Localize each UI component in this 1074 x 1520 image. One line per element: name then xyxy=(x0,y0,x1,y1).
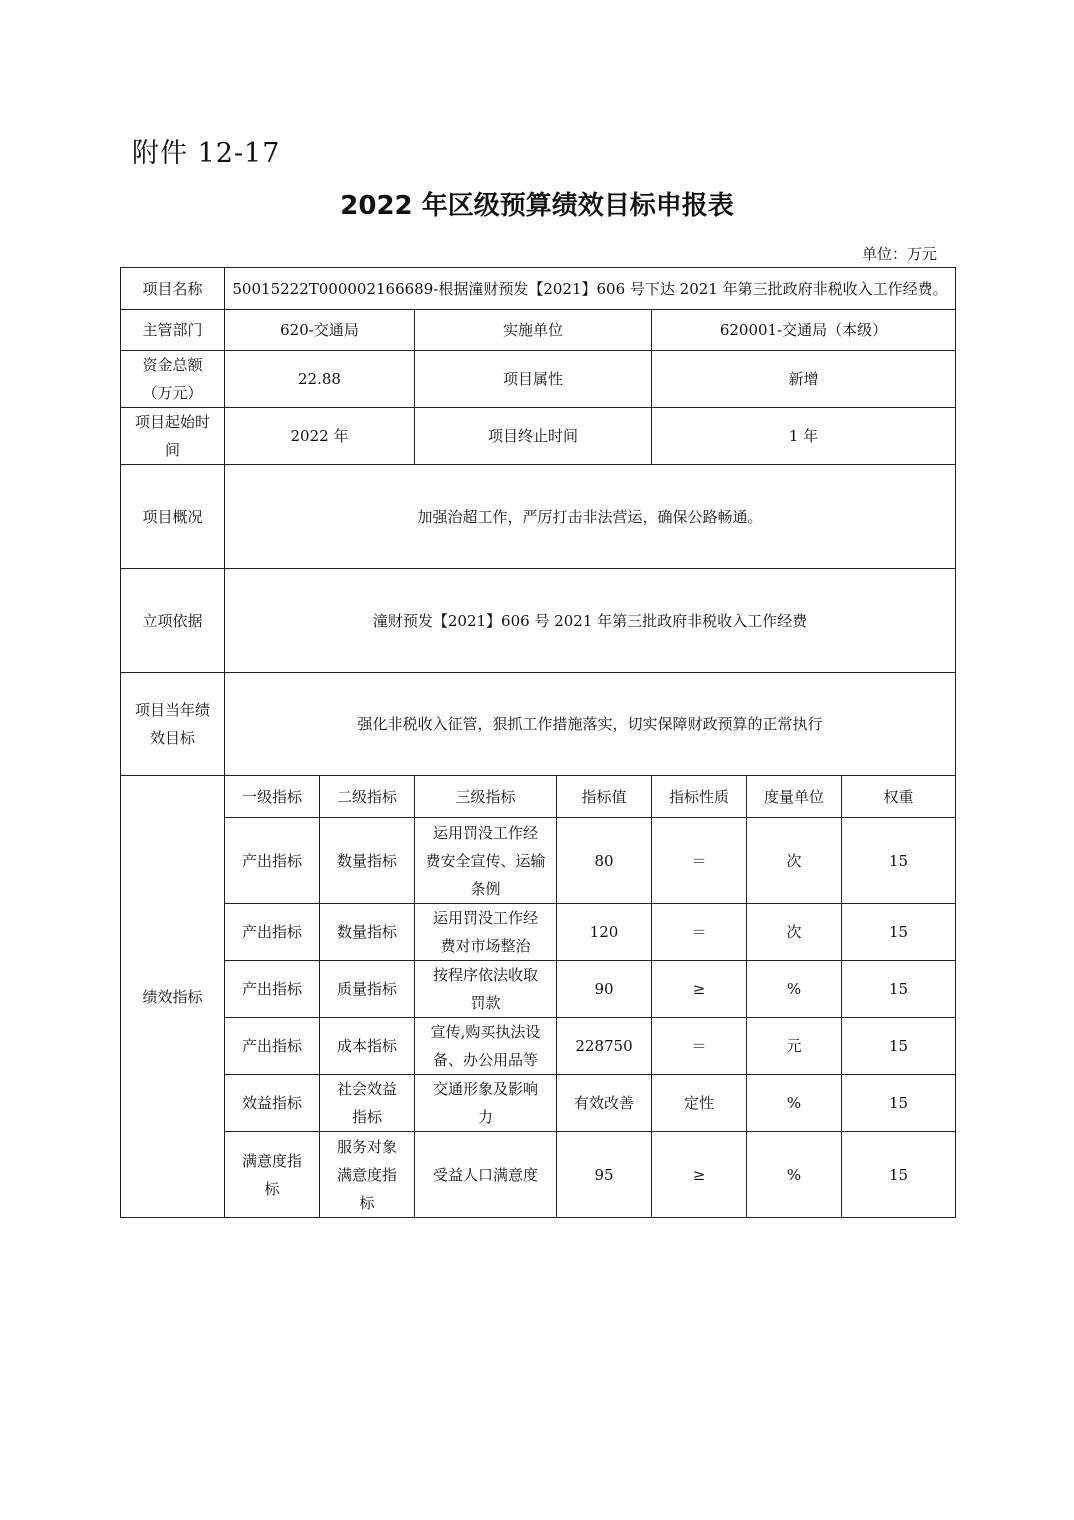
level1-cell: 效益指标 xyxy=(225,1075,320,1132)
level3-cell: 运用罚没工作经 费对市场整治 xyxy=(415,904,557,961)
header-value: 指标值 xyxy=(557,776,652,818)
unit-cell: % xyxy=(747,961,842,1018)
value-cell: 95 xyxy=(557,1132,652,1218)
goal-value: 强化非税收入征管，狠抓工作措施落实，切实保障财政预算的正常执行 xyxy=(225,673,956,776)
unit-cell: % xyxy=(747,1132,842,1218)
level2-cell: 成本指标 xyxy=(320,1018,415,1075)
overview-value: 加强治超工作，严厉打击非法营运，确保公路畅通。 xyxy=(225,465,956,569)
weight-cell: 15 xyxy=(842,1075,956,1132)
weight-cell: 15 xyxy=(842,961,956,1018)
level1-cell: 产出指标 xyxy=(225,961,320,1018)
level2-cell: 数量指标 xyxy=(320,818,415,904)
header-level1: 一级指标 xyxy=(225,776,320,818)
unit-cell: % xyxy=(747,1075,842,1132)
level2-cell: 服务对象 满意度指 标 xyxy=(320,1132,415,1218)
level3-cell: 宣传,购买执法设 备、办公用品等 xyxy=(415,1018,557,1075)
level1-cell: 满意度指 标 xyxy=(225,1132,320,1218)
indicator-row xyxy=(121,1132,956,1218)
indicator-row xyxy=(121,818,956,904)
end-label: 项目终止时间 xyxy=(415,408,652,465)
level1-cell: 产出指标 xyxy=(225,818,320,904)
goal-label: 项目当年绩 效目标 xyxy=(121,673,225,776)
end-value: 1 年 xyxy=(652,408,956,465)
impl-value: 620001-交通局（本级） xyxy=(652,310,956,351)
level2-cell: 数量指标 xyxy=(320,904,415,961)
unit-cell: 元 xyxy=(747,1018,842,1075)
nature-cell: 定性 xyxy=(652,1075,747,1132)
nature-cell: ≥ xyxy=(652,1132,747,1218)
attr-label: 项目属性 xyxy=(415,351,652,408)
attachment-number: 附件 12-17 xyxy=(132,138,281,169)
fund-label: 资金总额 （万元） xyxy=(121,351,225,408)
indicator-row xyxy=(121,961,956,1018)
overview-label: 项目概况 xyxy=(121,465,225,569)
header-level2: 二级指标 xyxy=(320,776,415,818)
nature-cell: ≥ xyxy=(652,961,747,1018)
value-cell: 228750 xyxy=(557,1018,652,1075)
level3-cell: 交通形象及影响 力 xyxy=(415,1075,557,1132)
impl-label: 实施单位 xyxy=(415,310,652,351)
unit-label: 单位：万元 xyxy=(862,245,938,263)
value-cell: 80 xyxy=(557,818,652,904)
weight-cell: 15 xyxy=(842,904,956,961)
indicator-row xyxy=(121,1018,956,1075)
page-title: 2022 年区级预算绩效目标申报表 xyxy=(340,191,734,221)
nature-cell: ＝ xyxy=(652,1018,747,1075)
header-nature: 指标性质 xyxy=(652,776,747,818)
nature-cell: ＝ xyxy=(652,904,747,961)
weight-cell: 15 xyxy=(842,1018,956,1075)
header-level3: 三级指标 xyxy=(415,776,557,818)
indicators-section-label: 绩效指标 xyxy=(121,776,225,1218)
unit-cell: 次 xyxy=(747,904,842,961)
level3-cell: 按程序依法收取 罚款 xyxy=(415,961,557,1018)
basis-label: 立项依据 xyxy=(121,569,225,673)
unit-cell: 次 xyxy=(747,818,842,904)
dept-label: 主管部门 xyxy=(121,310,225,351)
level1-cell: 产出指标 xyxy=(225,904,320,961)
start-value: 2022 年 xyxy=(225,408,415,465)
level1-cell: 产出指标 xyxy=(225,1018,320,1075)
project-name-label: 项目名称 xyxy=(121,268,225,310)
level3-cell: 受益人口满意度 xyxy=(415,1132,557,1218)
project-name-value: 50015222T000002166689-根据潼财预发【2021】606 号下达 2021 年第三批政府非税收入工作经费。 xyxy=(225,268,956,310)
dept-value: 620-交通局 xyxy=(225,310,415,351)
indicator-row xyxy=(121,904,956,961)
nature-cell: ＝ xyxy=(652,818,747,904)
value-cell: 120 xyxy=(557,904,652,961)
value-cell: 90 xyxy=(557,961,652,1018)
basis-value: 潼财预发【2021】606 号 2021 年第三批政府非税收入工作经费 xyxy=(225,569,956,673)
fund-value: 22.88 xyxy=(225,351,415,408)
budget-table xyxy=(120,267,956,1218)
header-unit: 度量单位 xyxy=(747,776,842,818)
indicator-row xyxy=(121,1075,956,1132)
attr-value: 新增 xyxy=(652,351,956,408)
weight-cell: 15 xyxy=(842,818,956,904)
start-label: 项目起始时 间 xyxy=(121,408,225,465)
value-cell: 有效改善 xyxy=(557,1075,652,1132)
weight-cell: 15 xyxy=(842,1132,956,1218)
level2-cell: 社会效益 指标 xyxy=(320,1075,415,1132)
header-weight: 权重 xyxy=(842,776,956,818)
level2-cell: 质量指标 xyxy=(320,961,415,1018)
level3-cell: 运用罚没工作经 费安全宣传、运输 条例 xyxy=(415,818,557,904)
